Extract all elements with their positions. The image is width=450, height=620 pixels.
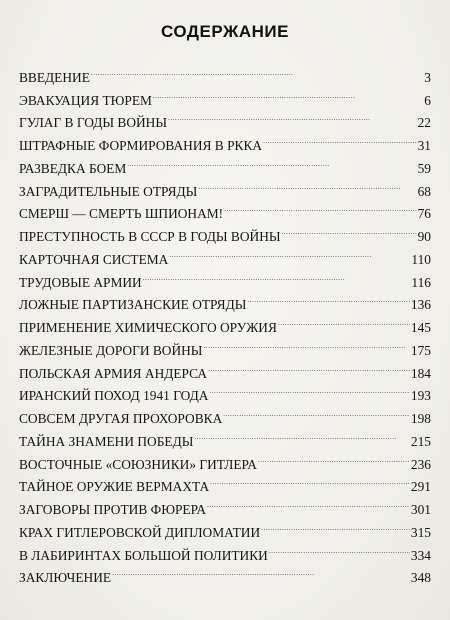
dot-leader [269,537,410,560]
toc-entry [19,264,431,290]
toc-entry [19,446,431,472]
toc-entry-title: ТАЙНОЕ ОРУЖИЕ ВЕРМАХТА [19,479,210,495]
dot-leader [224,196,416,219]
toc-entry-title: ЛОЖНЫЕ ПАРТИЗАНСКИЕ ОТРЯДЫ [19,297,247,313]
toc-entry-title: ПРЕСТУПНОСТЬ В СССР В ГОДЫ ВОЙНЫ [19,229,281,244]
toc-entry-title: СМЕРШ — СМЕРТЬ ШПИОНАМ! [19,206,224,222]
toc-entry [19,560,431,586]
dot-leader [223,400,410,423]
toc-entry [19,400,431,426]
dot-leader [91,59,423,82]
dot-leader [168,105,417,128]
dot-leader [169,241,410,264]
toc-entry-title: РАЗВЕДКА БОЕМ [19,160,127,176]
toc-entry [19,491,431,517]
toc-entry-title: ЭВАКУАЦИЯ ТЮРЕМ [19,92,152,108]
toc-entry-title: ШТРАФНЫЕ ФОРМИРОВАНИЯ В РККА [19,138,263,153]
toc-entry [19,309,431,335]
toc-entry-page-number: 68 [417,183,431,199]
toc-entry-page-number: 198 [410,411,431,426]
dot-leader [208,355,410,378]
table-of-contents [19,59,431,586]
toc-entry [19,469,431,495]
toc-entry-title: ТАЙНА ЗНАМЕНИ ПОБЕДЫ [19,433,194,449]
toc-entry-title: ГУЛАГ В ГОДЫ ВОЙНЫ [19,115,168,131]
dot-leader [263,127,417,150]
toc-entry-page-number: 315 [410,524,431,540]
toc-entry-title: ВВЕДЕНИЕ [19,69,90,85]
dot-leader [261,514,410,537]
toc-entry-page-number: 6 [424,92,431,108]
toc-entry [19,127,431,153]
toc-entry-title: ТРУДОВЫЕ АРМИИ [19,274,142,290]
toc-entry-page-number: 145 [410,320,431,335]
toc-entry-page-number: 3 [424,69,431,85]
toc-entry [19,196,431,222]
dot-leader [127,150,416,173]
dot-leader [143,264,411,287]
toc-entry [19,332,431,358]
toc-entry-page-number: 90 [417,229,431,244]
toc-entry [19,287,431,313]
toc-entry-title: ВОСТОЧНЫЕ «СОЮЗНИКИ» ГИТЛЕРА [19,456,257,472]
toc-entry-page-number: 334 [410,547,431,563]
toc-entry-page-number: 110 [411,251,431,267]
toc-entry-page-number: 175 [410,342,431,358]
dot-leader [112,560,410,583]
toc-entry-page-number: 348 [410,570,431,586]
toc-entry-page-number: 215 [410,433,431,449]
toc-entry-title: ЗАГРАДИТЕЛЬНЫЕ ОТРЯДЫ [19,183,198,199]
toc-entry [19,355,431,381]
dot-leader [258,446,410,469]
toc-entry [19,105,431,131]
toc-entry-page-number: 301 [410,502,431,517]
toc-entry [19,514,431,540]
toc-entry-title: СОВСЕМ ДРУГАЯ ПРОХОРОВКА [19,411,223,426]
toc-entry-title: ЖЕЛЕЗНЫЕ ДОРОГИ ВОЙНЫ [19,342,203,358]
toc-entry-page-number: 193 [410,388,431,404]
dot-leader [282,218,417,241]
toc-entry-page-number: 31 [417,138,431,153]
toc-entry-title: ЗАГОВОРЫ ПРОТИВ ФЮРЕРА [19,502,206,517]
toc-entry [19,59,431,85]
toc-entry [19,378,431,404]
toc-entry-title: ИРАНСКИЙ ПОХОД 1941 ГОДА [19,388,209,404]
dot-leader [210,469,410,492]
toc-entry-title: В ЛАБИРИНТАХ БОЛЬШОЙ ПОЛИТИКИ [19,547,268,563]
dot-leader [153,82,423,105]
dot-leader [198,173,416,196]
toc-entry-page-number: 184 [410,365,431,381]
dot-leader [278,309,410,332]
toc-entry-page-number: 59 [417,160,431,176]
toc-entry-page-number: 136 [410,297,431,313]
dot-leader [194,423,410,446]
toc-entry-title: ЗАКЛЮЧЕНИЕ [19,570,112,586]
dot-leader [203,332,409,355]
toc-entry [19,218,431,244]
page-title: СОДЕРЖАНИЕ [161,22,289,41]
toc-entry-page-number: 116 [411,274,431,290]
toc-entry [19,173,431,199]
toc-entry [19,82,431,108]
toc-entry-title: ПОЛЬСКАЯ АРМИЯ АНДЕРСА [19,365,208,381]
toc-entry-page-number: 76 [417,206,431,222]
toc-entry-page-number: 22 [417,115,431,131]
toc-entry [19,241,431,267]
dot-leader [247,287,410,310]
dot-leader [207,491,410,514]
dot-leader [209,378,409,401]
toc-entry-page-number: 236 [410,456,431,472]
toc-entry [19,150,431,176]
toc-entry-title: КАРТОЧНАЯ СИСТЕМА [19,251,169,267]
toc-entry-title: КРАХ ГИТЛЕРОВСКОЙ ДИПЛОМАТИИ [19,524,261,540]
toc-entry [19,423,431,449]
toc-entry-title: ПРИМЕНЕНИЕ ХИМИЧЕСКОГО ОРУЖИЯ [19,320,277,335]
toc-entry-page-number: 291 [410,479,431,495]
toc-entry [19,537,431,563]
